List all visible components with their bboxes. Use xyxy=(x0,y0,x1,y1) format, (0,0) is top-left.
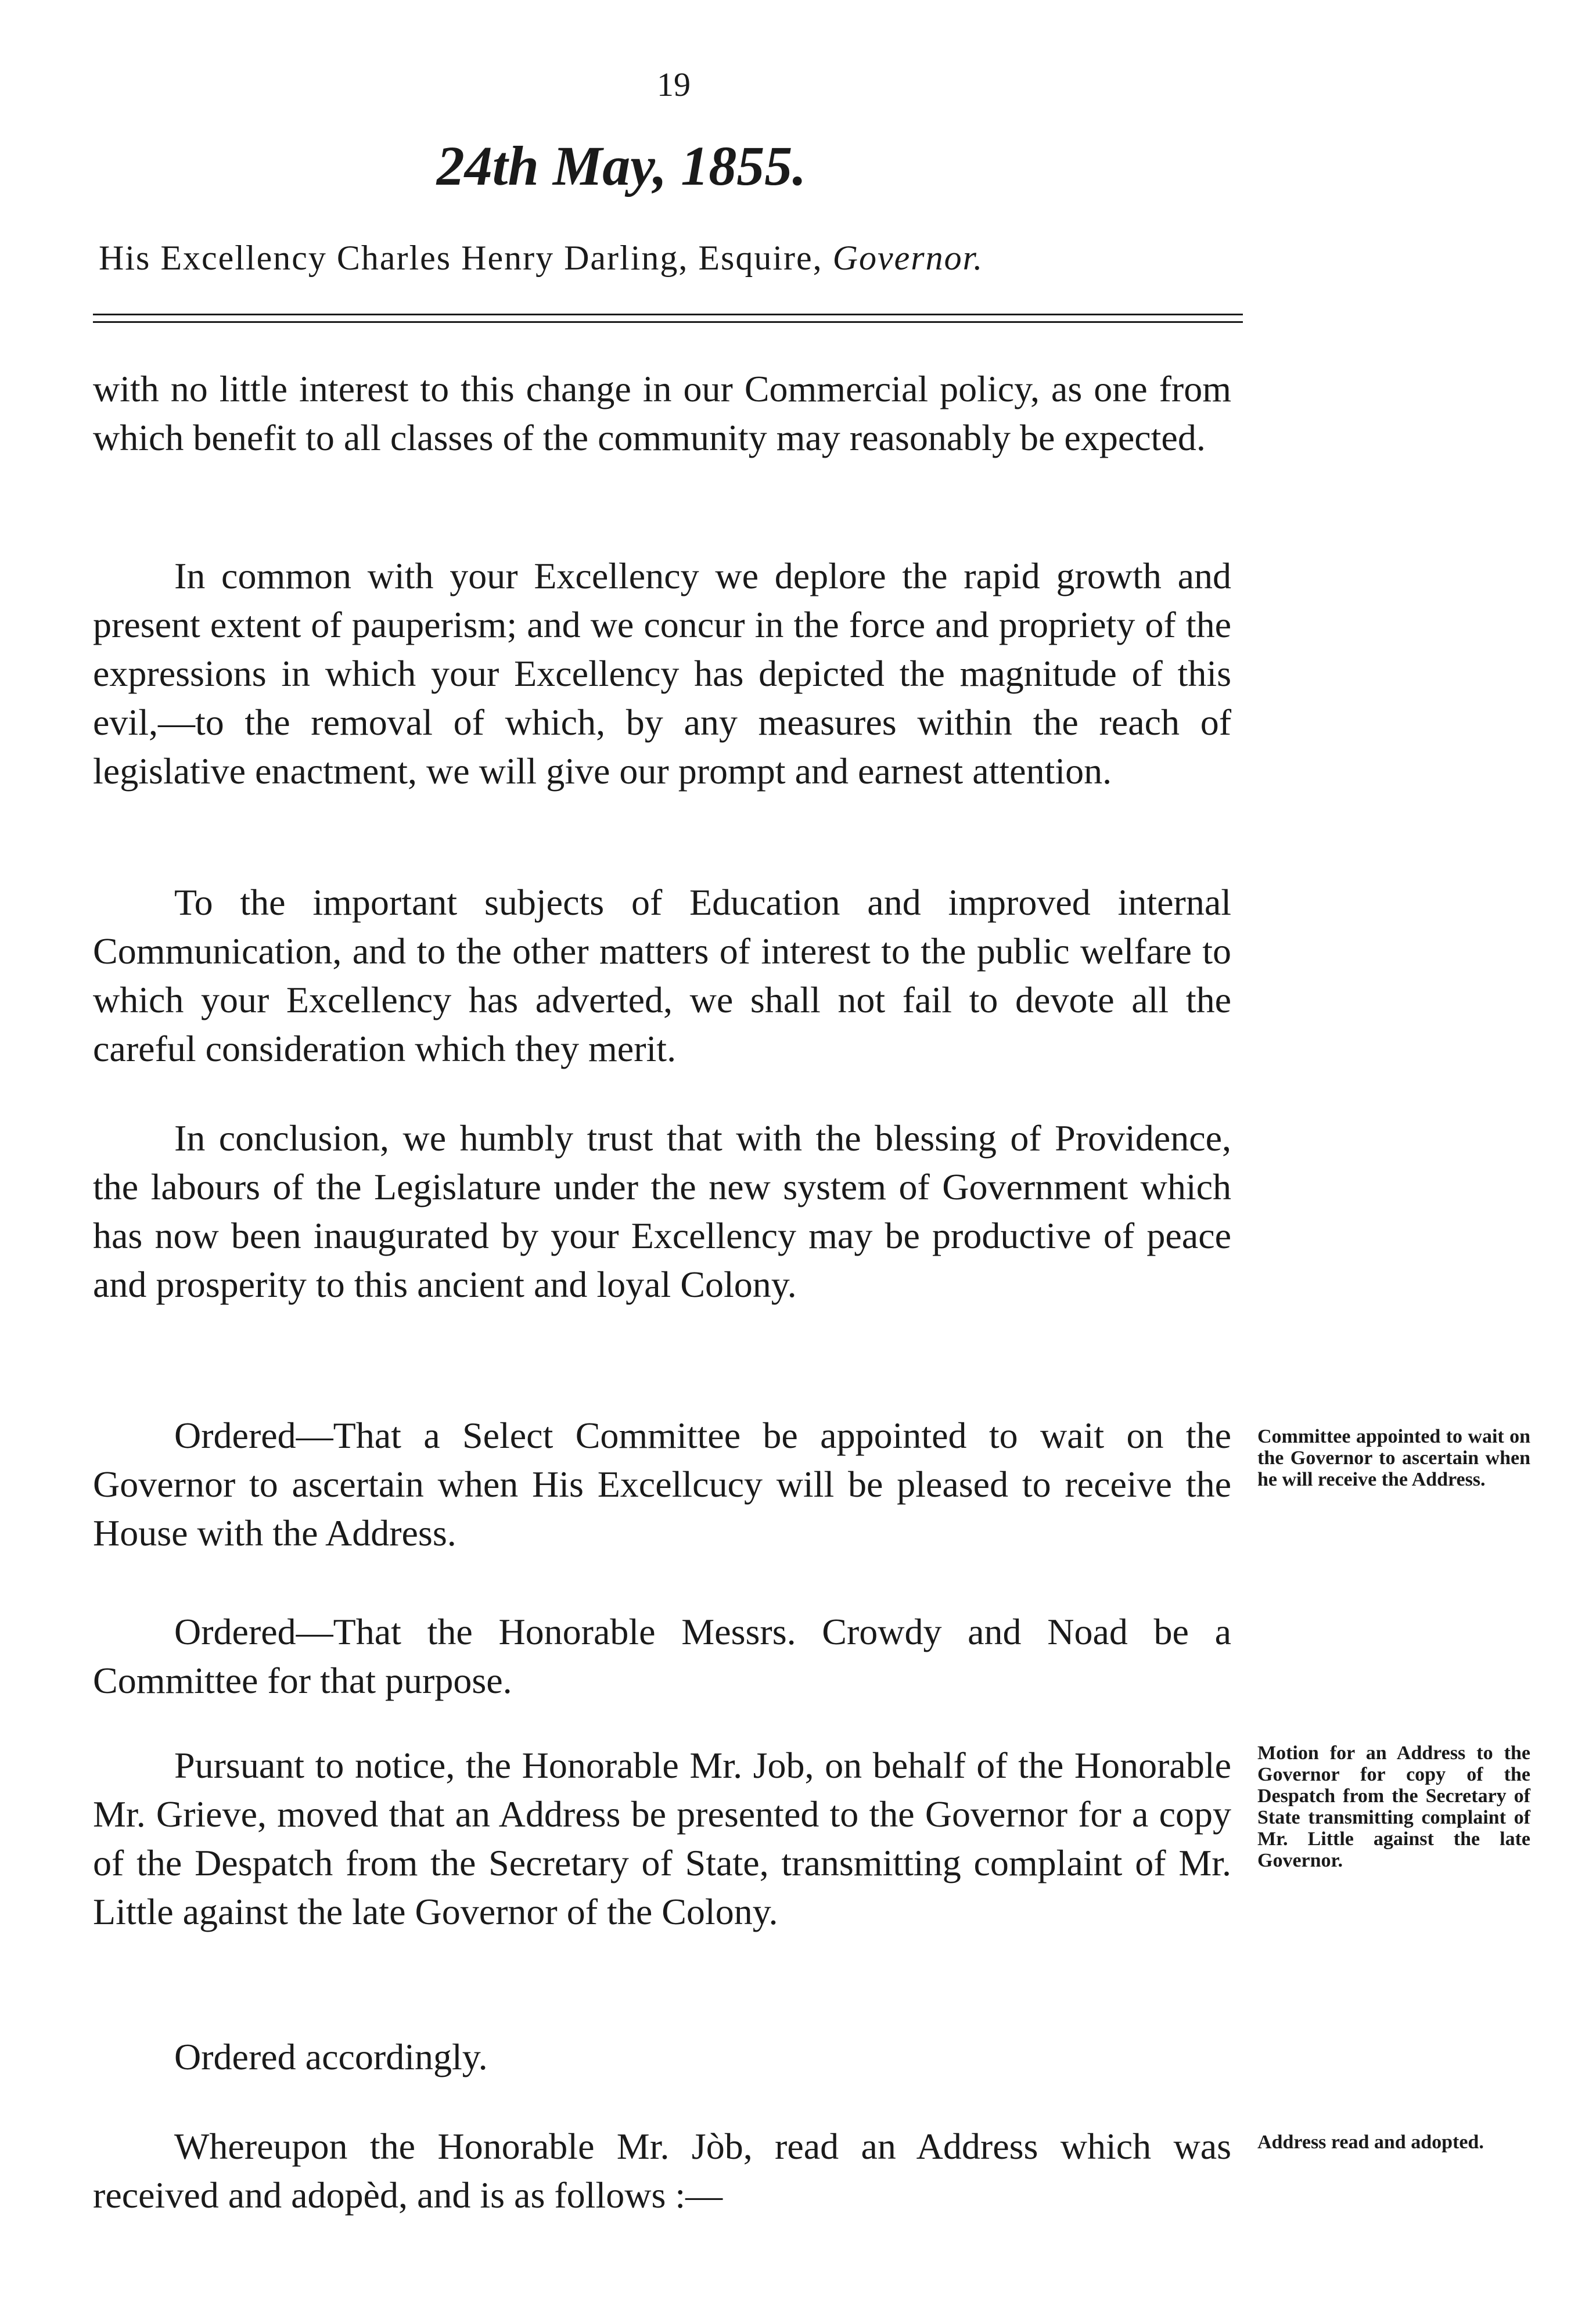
paragraph-pauperism: In common with your Excellency we deplore the rapid growth and present extent of pauperism; and we concur in the force and propriety of the expressions in which your Excellency has depicted the magnitude of this evil,—to the removal of which, by any measures within the reach of legislative enactment, we will give our prompt and earnest attention. xyxy=(93,555,1231,792)
header-double-rule xyxy=(93,314,1243,323)
paragraph-ordered-accordingly: Ordered accordingly. xyxy=(174,2036,488,2077)
page-number: 19 xyxy=(657,66,691,103)
paragraph-conclusion: In conclusion, we humbly trust that with the blessing of Providence, the labours of the Legislature under the new system of Government which has now been inaugurated by your Excellency may be productive of peace and prosperity to this ancient and loyal Colony. xyxy=(93,1117,1231,1305)
paragraph-education: To the important subjects of Education and improved internal Communication, and to the other matters of interest to the public welfare to which your Excellency has adverted, we shall not fail to devote all the careful consideration which they merit. xyxy=(93,882,1231,1069)
paragraph-committee-members: Ordered—That the Honorable Messrs. Crowdy and Noad be a Committee for that purpose. xyxy=(93,1611,1231,1701)
session-date: 24th May, 1855. xyxy=(436,135,807,197)
governor-heading xyxy=(99,238,1237,278)
marginal-note-address-adopted: Address read and adopted. xyxy=(1257,2131,1484,2153)
marginal-note-motion: Motion for an Address to the Governor for copy of the Despatch from the Secretary of State transmitting complaint of Mr. Little against the late Governor. xyxy=(1257,1742,1530,1871)
governor-name: His Excellency Charles Henry Darling, Esquire, xyxy=(99,239,823,277)
paragraph-address-motion: Pursuant to notice, the Honorable Mr. Job, on behalf of the Honorable Mr. Grieve, moved that an Address be presented to the Governor for a copy of the Despatch from the Secretary of State, transmitting complaint of Mr. Little against the late Governor of the Colony. xyxy=(93,1745,1231,1932)
paragraph-select-committee: Ordered—That a Select Committee be appointed to wait on the Governor to ascertain when His Excellcucy will be pleased to receive the House with the Address. xyxy=(93,1415,1231,1554)
marginal-note-committee: Committee appointed to wait on the Governor to ascertain when he will receive the Address. xyxy=(1257,1426,1530,1490)
governor-title: Governor. xyxy=(832,239,984,277)
paragraph-address-read: Whereupon the Honorable Mr. Jòb, read an Address which was received and adopèd, and is as follows :— xyxy=(93,2126,1231,2216)
paragraph-commercial-policy: with no little interest to this change in our Commercial policy, as one from which benefit to all classes of the community may reasonably be expected. xyxy=(93,368,1231,458)
